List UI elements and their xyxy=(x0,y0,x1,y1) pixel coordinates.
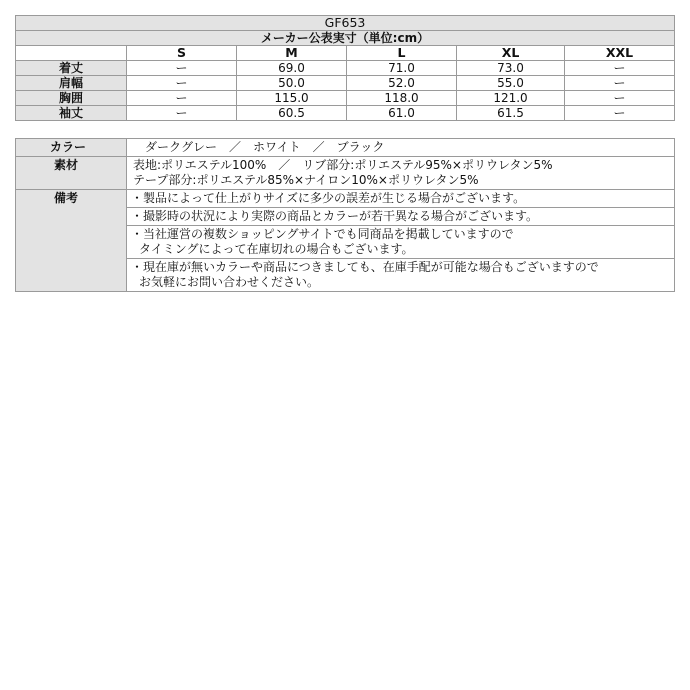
cell-value: ー xyxy=(565,91,675,106)
cell-value: 60.5 xyxy=(237,106,347,121)
material-row xyxy=(16,157,675,190)
material-line: 表地:ポリエステル100% ／ リブ部分:ポリエステル95%×ポリウレタン5% xyxy=(133,158,553,172)
cell-value: 73.0 xyxy=(457,61,565,76)
cell-value: ー xyxy=(127,106,237,121)
note-line: ・現在庫が無いカラーや商品につきましても、在庫手配が可能な場合もございますので xyxy=(131,260,599,274)
size-table xyxy=(15,15,675,121)
material-values xyxy=(127,157,675,190)
cell-value: 71.0 xyxy=(347,61,457,76)
cell-value: 61.0 xyxy=(347,106,457,121)
note-item xyxy=(127,190,675,208)
cell-value: ー xyxy=(127,91,237,106)
row-label: 肩幅 xyxy=(16,76,127,91)
size-header-m: M xyxy=(237,46,347,61)
size-header-xxl: XXL xyxy=(565,46,675,61)
notes-row xyxy=(16,190,675,208)
note-line: ・当社運営の複数ショッピングサイトでも同商品を掲載していますので xyxy=(131,227,514,241)
note-item xyxy=(127,259,675,292)
cell-value: ー xyxy=(565,76,675,91)
notes-label: 備考 xyxy=(16,190,127,292)
cell-value: 118.0 xyxy=(347,91,457,106)
note-line: お気軽にお問い合わせください。 xyxy=(139,275,320,289)
cell-value: ー xyxy=(127,61,237,76)
color-label: カラー xyxy=(16,139,127,157)
size-header-blank xyxy=(16,46,127,61)
cell-value: 115.0 xyxy=(237,91,347,106)
table-row xyxy=(16,61,675,76)
table-row xyxy=(16,91,675,106)
note-line: ・製品によって仕上がりサイズに多少の誤差が生じる場合がございます。 xyxy=(131,191,526,205)
material-line: テープ部分:ポリエステル85%×ナイロン10%×ポリウレタン5% xyxy=(133,173,479,187)
cell-value: ー xyxy=(127,76,237,91)
product-code: GF653 xyxy=(16,16,675,31)
note-item xyxy=(127,208,675,226)
table-row xyxy=(16,106,675,121)
product-info-table xyxy=(15,138,675,292)
row-label: 袖丈 xyxy=(16,106,127,121)
size-table-subtitle: メーカー公表実寸（単位:cm） xyxy=(16,31,675,46)
row-label: 着丈 xyxy=(16,61,127,76)
color-row xyxy=(16,139,675,157)
note-item xyxy=(127,226,675,259)
color-values: ダークグレー ／ ホワイト ／ ブラック xyxy=(127,139,675,157)
cell-value: 52.0 xyxy=(347,76,457,91)
cell-value: 55.0 xyxy=(457,76,565,91)
cell-value: 69.0 xyxy=(237,61,347,76)
material-label: 素材 xyxy=(16,157,127,190)
size-header-xl: XL xyxy=(457,46,565,61)
table-row xyxy=(16,76,675,91)
size-header-s: S xyxy=(127,46,237,61)
cell-value: ー xyxy=(565,61,675,76)
row-label: 胸囲 xyxy=(16,91,127,106)
cell-value: 61.5 xyxy=(457,106,565,121)
note-line: タイミングによって在庫切れの場合もございます。 xyxy=(139,242,414,256)
table-gap xyxy=(15,121,674,138)
product-spec-sheet xyxy=(15,15,674,292)
note-line: ・撮影時の状況により実際の商品とカラーが若干異なる場合がございます。 xyxy=(131,209,539,223)
cell-value: ー xyxy=(565,106,675,121)
size-header-l: L xyxy=(347,46,457,61)
cell-value: 121.0 xyxy=(457,91,565,106)
cell-value: 50.0 xyxy=(237,76,347,91)
